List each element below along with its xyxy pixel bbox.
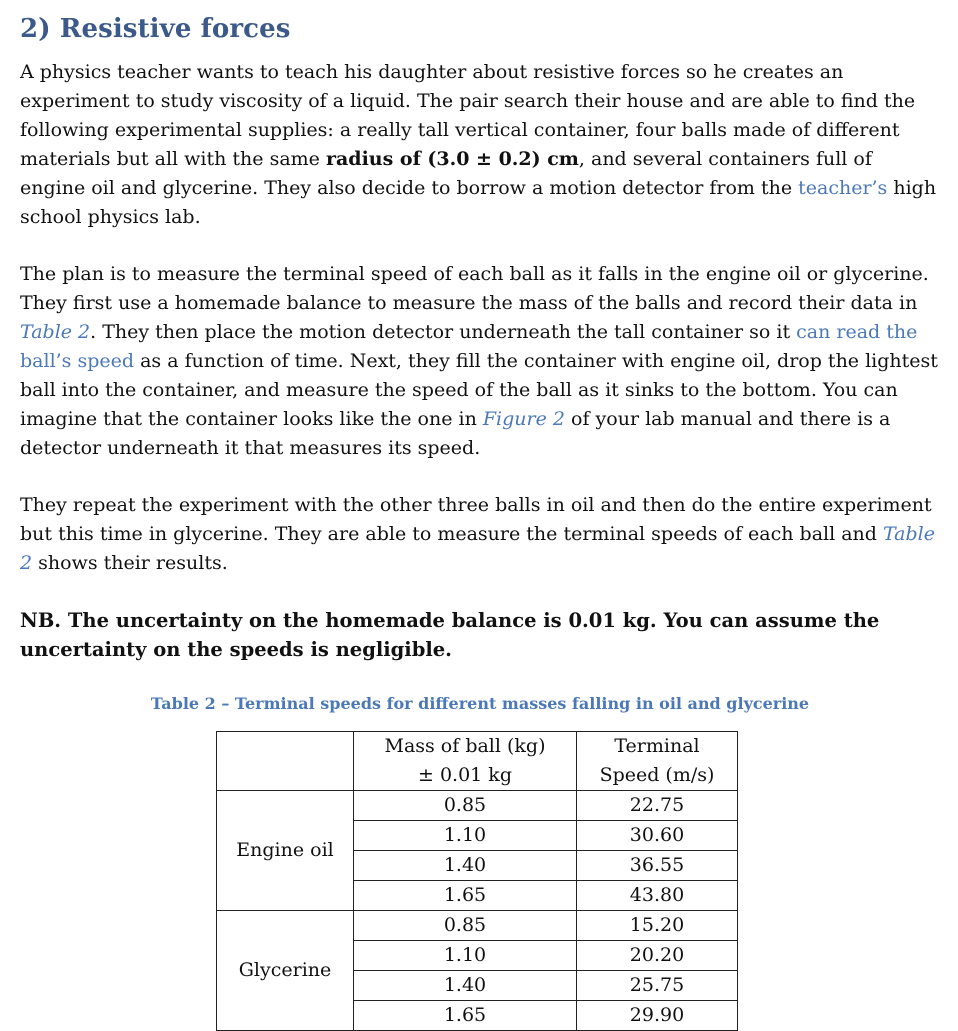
text-segment: The plan is to measure the terminal speed of each ball as it falls in the engine oil or glycerine. They first use a homemade balance to measure the mass of the balls and record their data in xyxy=(20,263,929,314)
group-label-cell: Engine oil xyxy=(217,791,354,911)
highlighted-text: teacher’s xyxy=(798,177,888,199)
text-segment: , and several containers full of engine oil and glycerine. They also decide to borrow a motion detector from the xyxy=(20,148,872,199)
header-speed xyxy=(577,732,738,791)
speed-cell: 30.60 xyxy=(577,821,738,851)
terminal-speed-table xyxy=(216,731,738,1031)
mass-cell: 1.65 xyxy=(354,881,577,911)
table-reference-link[interactable]: Table 2 xyxy=(20,523,935,574)
group-label-cell: Glycerine xyxy=(217,911,354,1031)
header-speed-line1: Terminal xyxy=(614,735,700,757)
text-segment: as a function of time. Next, they fill the container with engine oil, drop the lightest ball into the container, and measure the speed of the ball as it sinks to the bottom. You can imagine that the container looks like the one in xyxy=(20,350,938,430)
text-segment: high school physics lab. xyxy=(20,177,937,228)
speed-cell: 43.80 xyxy=(577,881,738,911)
uncertainty-note: NB. The uncertainty on the homemade balance is 0.01 kg. You can assume the uncertainty on the speeds is negligible. xyxy=(20,609,880,661)
paragraph-plan xyxy=(20,260,940,463)
mass-cell: 1.65 xyxy=(354,1001,577,1031)
text-segment: . They then place the motion detector underneath the tall container so it xyxy=(90,321,797,343)
header-mass xyxy=(354,732,577,791)
table-row xyxy=(217,911,738,941)
section-heading: 2) Resistive forces xyxy=(20,14,291,44)
text-segment: of your lab manual and there is a detector underneath it that measures its speed. xyxy=(20,408,891,459)
radius-bold-text: radius of (3.0 ± 0.2) cm xyxy=(325,148,579,170)
text-segment: shows their results. xyxy=(32,552,228,574)
highlighted-text: can read the ball’s speed xyxy=(20,321,918,372)
document-page xyxy=(20,14,940,1031)
header-mass-line2: ± 0.01 kg xyxy=(418,764,512,786)
figure-reference-link[interactable]: Figure 2 xyxy=(482,408,565,430)
mass-cell: 0.85 xyxy=(354,791,577,821)
speed-cell: 20.20 xyxy=(577,941,738,971)
speed-cell: 22.75 xyxy=(577,791,738,821)
header-mass-line1: Mass of ball (kg) xyxy=(384,735,546,757)
speed-cell: 25.75 xyxy=(577,971,738,1001)
mass-cell: 1.40 xyxy=(354,971,577,1001)
speed-cell: 29.90 xyxy=(577,1001,738,1031)
paragraph-intro xyxy=(20,58,940,232)
mass-cell: 0.85 xyxy=(354,911,577,941)
text-segment: They repeat the experiment with the other three balls in oil and then do the entire experiment but this time in glycerine. They are able to measure the terminal speeds of each ball and xyxy=(20,494,932,545)
paragraph-repeat xyxy=(20,491,940,578)
mass-cell: 1.10 xyxy=(354,941,577,971)
mass-cell: 1.10 xyxy=(354,821,577,851)
header-empty-cell xyxy=(217,732,354,791)
table-header-row xyxy=(217,732,738,791)
table-row xyxy=(217,791,738,821)
text-segment: A physics teacher wants to teach his daughter about resistive forces so he creates an experiment to study viscosity of a liquid. The pair search their house and are able to find the following experimental supplies: a really tall vertical container, four balls made of different materials but all with the same xyxy=(20,61,916,170)
table-reference-link[interactable]: Table 2 xyxy=(20,321,91,343)
table-caption: Table 2 – Terminal speeds for different masses falling in oil and glycerine xyxy=(150,694,810,713)
mass-cell: 1.40 xyxy=(354,851,577,881)
speed-cell: 36.55 xyxy=(577,851,738,881)
speed-cell: 15.20 xyxy=(577,911,738,941)
header-speed-line2: Speed (m/s) xyxy=(599,764,715,786)
